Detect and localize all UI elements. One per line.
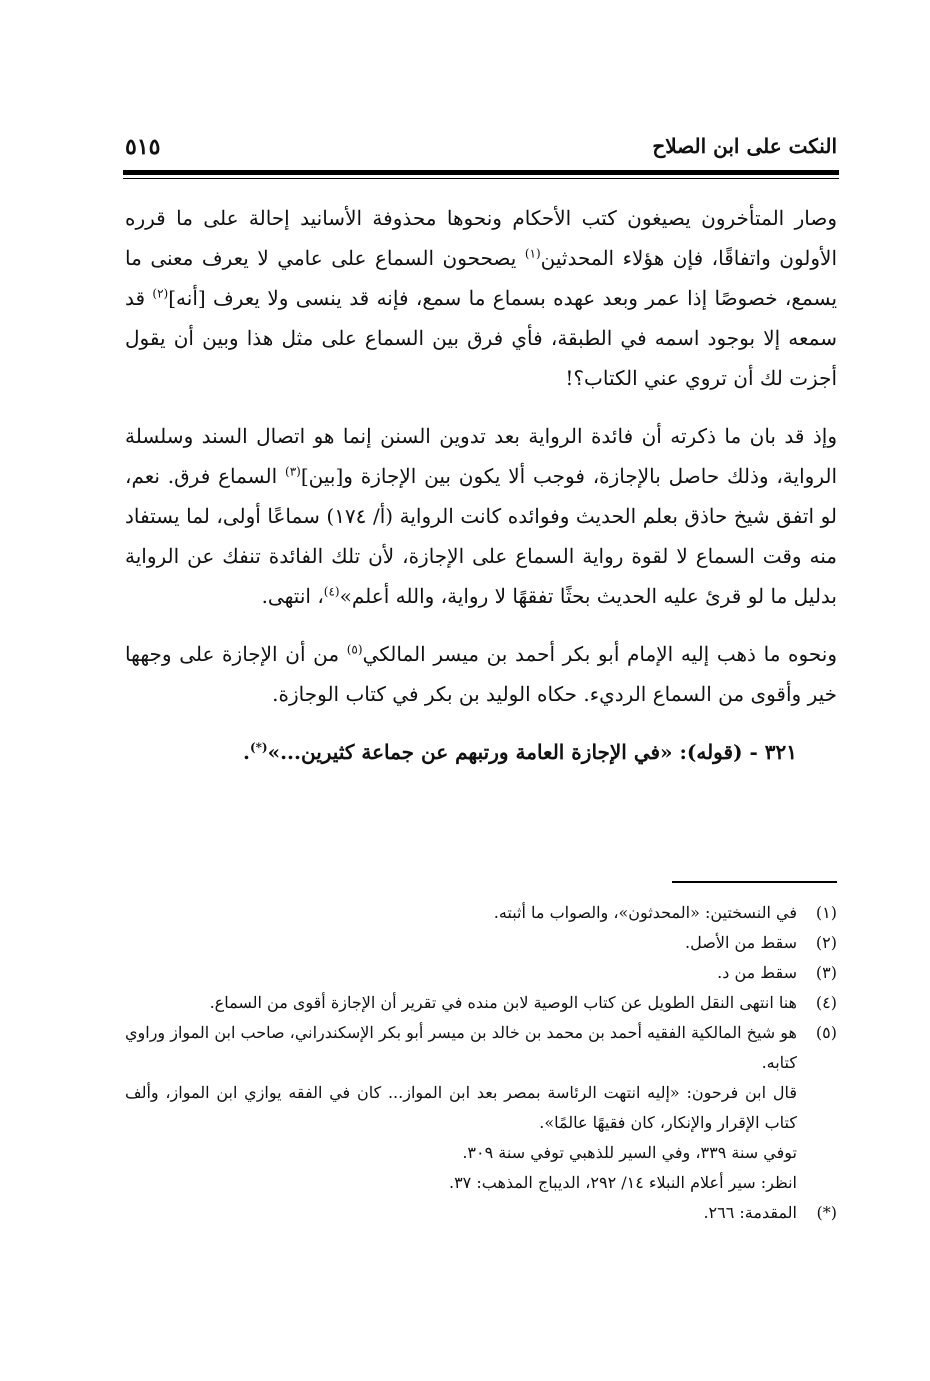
footnote-star: [125, 1198, 837, 1228]
footnote-separator: [672, 881, 837, 883]
footnote-ref-3: (٣): [285, 464, 301, 479]
footnote-number: (٥): [815, 1023, 837, 1042]
footnote-5-continuation-3: انظر: سير أعلام النبلاء ١٤/ ٢٩٢، الديباج المذهب: ٣٧.: [448, 1173, 797, 1192]
footnote-4: [125, 988, 837, 1018]
footnote-text: هنا انتهى النقل الطويل عن كتاب الوصية لابن منده في تقرير أن الإجازة أقوى من السماع.: [209, 993, 797, 1012]
paragraph-3-text-b: من أن الإجازة على وجهها خير وأقوى من السماع الرديء. حكاه الوليد بن بكر في كتاب الوجازة.: [125, 642, 837, 706]
paragraph-1: [125, 198, 837, 398]
footnote-text: سقط من د.: [717, 963, 797, 982]
footnote-number: (١): [815, 903, 837, 922]
footnote-number: (٣): [815, 963, 837, 982]
footnote-ref-5: (٥): [346, 642, 363, 657]
footnote-number: (٤): [815, 993, 837, 1012]
footnote-ref-1: (١): [524, 246, 541, 261]
paragraph-3: [125, 634, 837, 714]
section-heading-tail: .: [242, 740, 250, 764]
paragraph-3-text-a: ونحوه ما ذهب إليه الإمام أبو بكر أحمد بن ميسر المالكي: [362, 642, 837, 666]
footnote-text: سقط من الأصل.: [685, 933, 797, 952]
header-rule-thick: [123, 170, 839, 175]
footnote-5-continuation-2: توفي سنة ٣٣٩، وفي السير للذهبي توفي سنة ٣٠٩.: [462, 1143, 797, 1162]
paragraph-2-text-c: ، انتهى.: [261, 584, 324, 608]
paragraph-1-text-c: قد سمعه إلا بوجود اسمه في الطبقة، فأي فرق بين السماع على مثل هذا وبين أن يقول أجزت لك أن تروي عني الكتاب؟!: [125, 286, 837, 390]
footnote-ref-4: (٤): [323, 584, 340, 599]
footnote-5-continuation-1: قال ابن فرحون: «إليه انتهت الرئاسة بمصر بعد ابن المواز... كان في الفقه يوازي ابن المواز، وألف كتاب الإقرار والإنكار، كان فقيهًا عالمًا».: [125, 1083, 797, 1132]
header-rule-thin: [123, 178, 839, 179]
paragraph-2-text-a: وإذ قد بان ما ذكرته أن فائدة الرواية بعد تدوين السنن إنما هو اتصال السند وسلسلة الرواية، وذلك حاصل بالإجازة، فوجب ألا يكون بين الإجازة و[بين]: [125, 424, 838, 488]
paragraph-2-text-b: السماع فرق. نعم، لو اتفق شيخ حاذق بعلم الحديث وفوائده كانت الرواية (أ/ ١٧٤) سماعًا أولى، لما يستفاد منه وقت السماع لا لقوة رواية السماع على الإجازة، لأن تلك الفائدة تنفك عن الرواية بدليل ما لو قرئ عليه الحديث بحثًا تفقهًا لا رواية، والله أعلم»: [125, 464, 838, 608]
main-text: [125, 198, 837, 772]
paragraph-1-text-b: يصححون السماع على عامي لا يعرف معنى ما يسمع، خصوصًا إذا عمر وبعد عهده بسماع ما سمع، فإنه قد ينسى ولا يعرف [أنه]: [125, 246, 838, 310]
paragraph-2: [125, 416, 837, 616]
footnote-1: [125, 898, 837, 928]
footnote-text: المقدمة: ٢٦٦.: [703, 1203, 797, 1222]
footnote-text: في النسختين: «المحدثون»، والصواب ما أثبته.: [493, 903, 797, 922]
footnote-text: هو شيخ المالكية الفقيه أحمد بن محمد بن خالد بن ميسر أبو بكر الإسكندراني، صاحب ابن المواز وراوي كتابه.: [125, 1023, 797, 1072]
footnote-3: [125, 958, 837, 988]
footnote-ref-2: (٢): [152, 286, 169, 301]
section-heading: [125, 732, 837, 772]
footnote-number: (٢): [815, 933, 837, 952]
footnote-5: [125, 1018, 837, 1078]
section-heading-text: ٣٢١ - (قوله): «في الإجازة العامة ورتبهم عن جماعة كثيرين...»: [267, 740, 797, 764]
footnotes: [125, 898, 837, 1228]
running-title: النكت على ابن الصلاح: [652, 134, 837, 158]
footnote-ref-star: (*): [249, 740, 268, 755]
footnote-number: (*): [816, 1203, 837, 1222]
page-number: ٥١٥: [125, 134, 161, 160]
footnote-2: [125, 928, 837, 958]
page-header: [125, 128, 837, 168]
paragraph-1-text-a: وصار المتأخرون يصيغون كتب الأحكام ونحوها محذوفة الأسانيد إحالة على ما قرره الأولون واتفاقًا، فإن هؤلاء المحدثين: [125, 206, 837, 270]
